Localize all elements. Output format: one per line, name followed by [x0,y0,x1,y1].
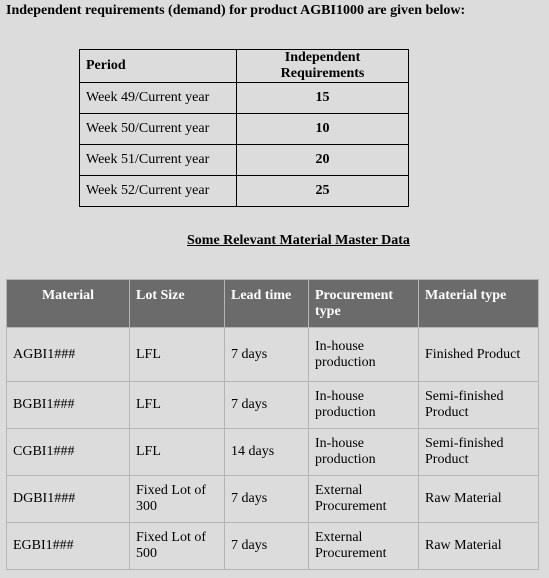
material-master-table [6,279,539,570]
material-cell: AGBI1### [7,328,130,382]
table-row [7,382,539,429]
lot-size-cell: Fixed Lot of 500 [130,523,225,570]
lead-time-cell: 7 days [225,382,309,429]
material-type-cell: Semi-finished Product [419,429,539,476]
requirement-cell: 10 [237,114,409,145]
procurement-type-cell: External Procurement [309,523,419,570]
lead-time-cell: 14 days [225,429,309,476]
lot-size-cell: Fixed Lot of 300 [130,476,225,523]
column-header-material-type: Material type [419,280,539,328]
table-row [80,114,409,145]
table-header-row [80,50,409,83]
material-type-cell: Finished Product [425,347,521,362]
column-header-material: Material [7,280,130,328]
column-header-lot-size: Lot Size [130,280,225,328]
material-type-cell: Raw Material [419,476,539,523]
requirement-cell: 15 [237,83,409,114]
table-row [80,145,409,176]
table-row [7,523,539,570]
independent-requirements-table [79,49,409,207]
period-cell: Week 50/Current year [80,114,237,145]
page-heading: Independent requirements (demand) for product AGBI1000 are given below: [6,3,466,18]
table-row [80,176,409,207]
table-row [7,476,539,523]
material-cell: EGBI1### [7,523,130,570]
table-row [7,328,539,382]
requirement-cell: 20 [237,145,409,176]
period-cell: Week 52/Current year [80,176,237,207]
procurement-type-cell: In-house production [309,429,419,476]
procurement-type-cell: In-house production [309,328,419,382]
material-type-cell: Semi-finished Product [419,382,539,429]
procurement-type-cell: External Procurement [309,476,419,523]
table-header-row [7,280,539,328]
table-row [80,83,409,114]
column-header-procurement-type: Procurement type [309,280,419,328]
lot-size-cell: LFL [130,382,225,429]
lot-size-cell: LFL [130,328,225,382]
column-header-period: Period [80,50,237,83]
period-cell: Week 51/Current year [80,145,237,176]
material-type-cell: Raw Material [419,523,539,570]
material-cell: BGBI1### [7,382,130,429]
requirement-cell: 25 [237,176,409,207]
period-cell: Week 49/Current year [80,83,237,114]
material-cell: CGBI1### [7,429,130,476]
lead-time-cell: 7 days [225,523,309,570]
table-row [7,429,539,476]
column-header-independent-requirements: Independent Requirements [237,50,409,83]
lead-time-cell: 7 days [225,476,309,523]
section-subtitle: Some Relevant Material Master Data [187,233,410,248]
procurement-type-cell: In-house production [309,382,419,429]
lead-time-cell: 7 days [225,328,309,382]
material-cell: DGBI1### [7,476,130,523]
column-header-lead-time: Lead time [225,280,309,328]
lot-size-cell: LFL [130,429,225,476]
